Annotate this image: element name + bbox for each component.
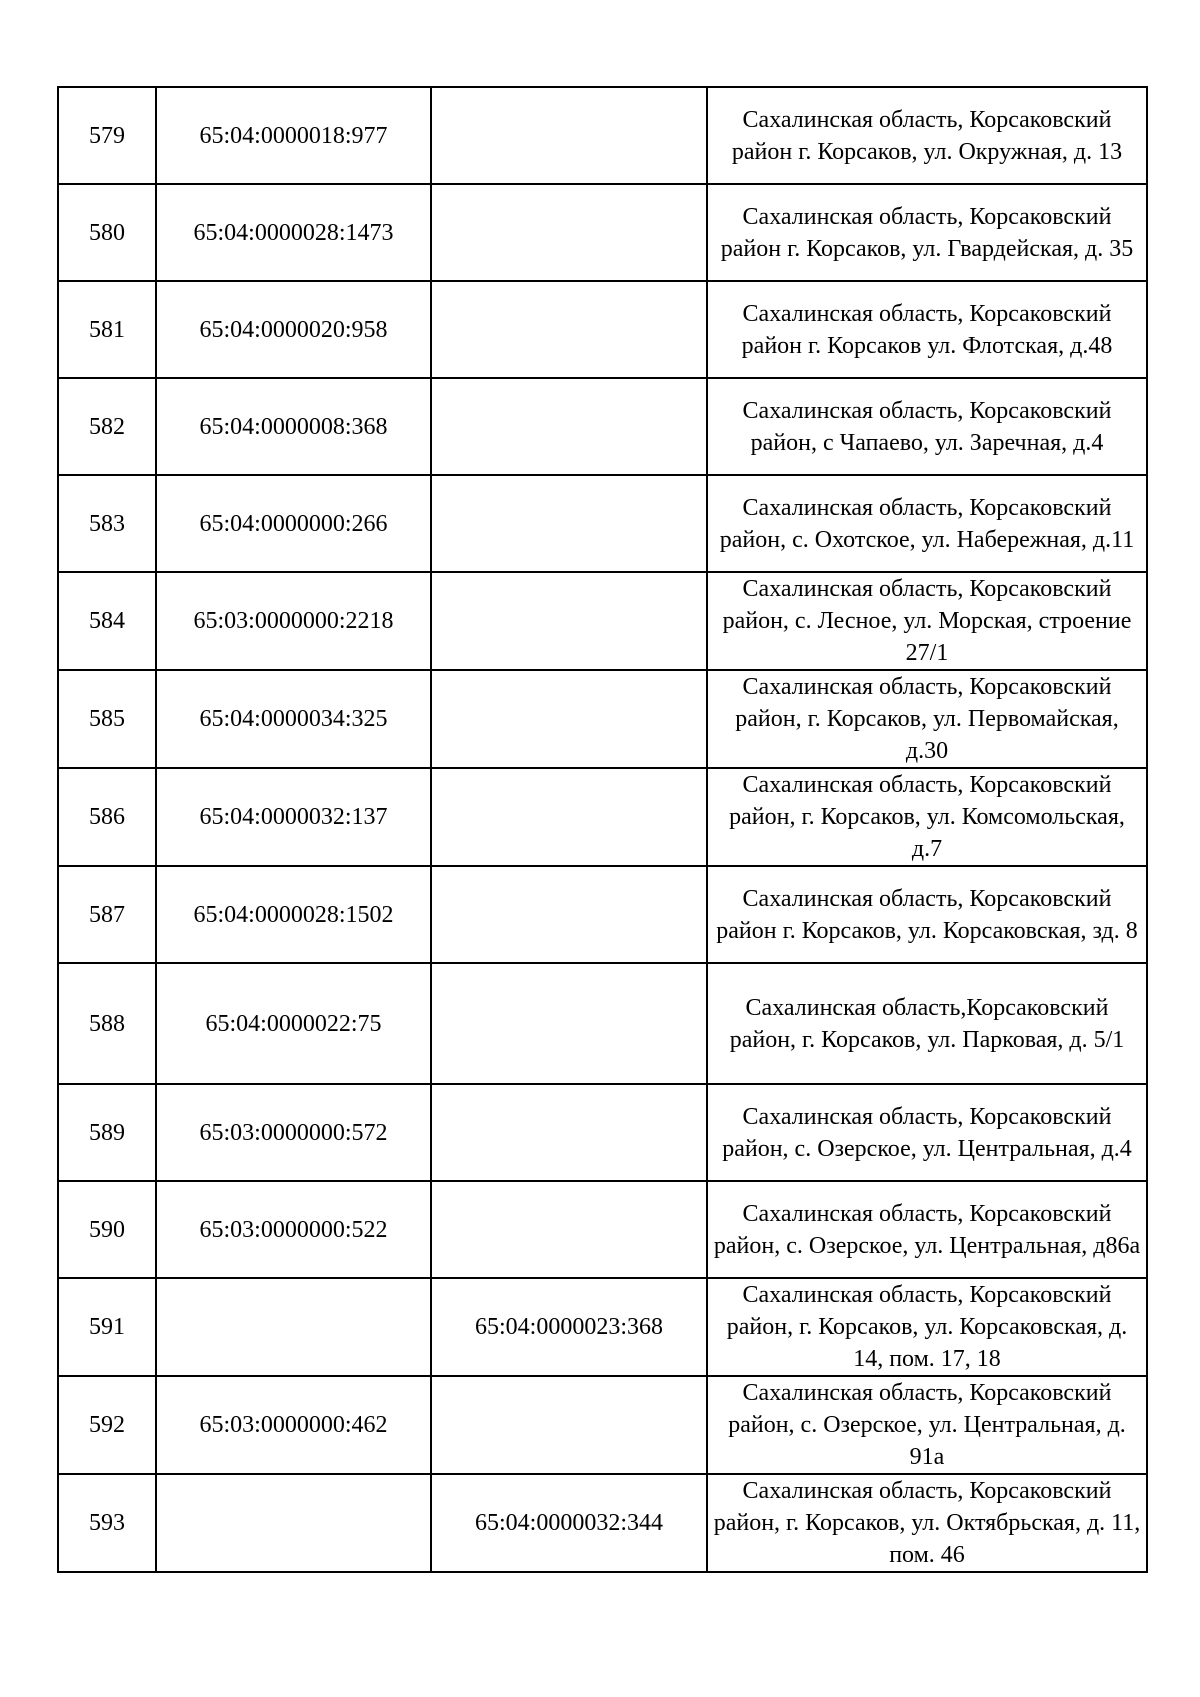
table-row [58,1376,1147,1474]
address-cell: Сахалинская область, Корсаковский район, с. Озерское, ул. Центральная, д.4 [707,1084,1147,1181]
table-row [58,475,1147,572]
land-cadastral-cell: 65:04:0000034:325 [156,670,431,768]
table-row [58,184,1147,281]
building-cadastral-cell [431,475,707,572]
table-row [58,1181,1147,1278]
land-cadastral-cell: 65:04:0000008:368 [156,378,431,475]
building-cadastral-cell: 65:04:0000032:344 [431,1474,707,1572]
address-cell: Сахалинская область, Корсаковский район, с. Озерское, ул. Центральная, д86а [707,1181,1147,1278]
table-row [58,1278,1147,1376]
land-cadastral-cell: 65:04:0000032:137 [156,768,431,866]
table-row [58,1084,1147,1181]
land-cadastral-cell: 65:04:0000020:958 [156,281,431,378]
building-cadastral-cell [431,87,707,184]
table-row [58,87,1147,184]
table-row [58,963,1147,1084]
table-row [58,281,1147,378]
building-cadastral-cell [431,1181,707,1278]
building-cadastral-cell [431,1084,707,1181]
registry-table [57,86,1148,1573]
row-number-cell: 585 [58,670,156,768]
address-cell: Сахалинская область, Корсаковский район, г. Корсаков, ул. Комсомольская, д.7 [707,768,1147,866]
building-cadastral-cell [431,768,707,866]
address-cell: Сахалинская область, Корсаковский район, с. Озерское, ул. Центральная, д. 91а [707,1376,1147,1474]
building-cadastral-cell [431,866,707,963]
row-number-cell: 587 [58,866,156,963]
table-row [58,1474,1147,1572]
building-cadastral-cell [431,963,707,1084]
land-cadastral-cell: 65:04:0000018:977 [156,87,431,184]
address-cell: Сахалинская область, Корсаковский район, г. Корсаков, ул. Корсаковская, д. 14, пом. 17, 18 [707,1278,1147,1376]
address-cell: Сахалинская область,Корсаковский район, г. Корсаков, ул. Парковая, д. 5/1 [707,963,1147,1084]
row-number-cell: 580 [58,184,156,281]
table-row [58,572,1147,670]
address-cell: Сахалинская область, Корсаковский район г. Корсаков, ул. Окружная, д. 13 [707,87,1147,184]
building-cadastral-cell [431,378,707,475]
building-cadastral-cell: 65:04:0000023:368 [431,1278,707,1376]
building-cadastral-cell [431,281,707,378]
land-cadastral-cell [156,1474,431,1572]
building-cadastral-cell [431,670,707,768]
table-row [58,866,1147,963]
land-cadastral-cell: 65:04:0000028:1502 [156,866,431,963]
land-cadastral-cell [156,1278,431,1376]
land-cadastral-cell: 65:03:0000000:522 [156,1181,431,1278]
table-row [58,670,1147,768]
row-number-cell: 588 [58,963,156,1084]
row-number-cell: 582 [58,378,156,475]
land-cadastral-cell: 65:03:0000000:2218 [156,572,431,670]
row-number-cell: 592 [58,1376,156,1474]
table-row [58,768,1147,866]
row-number-cell: 590 [58,1181,156,1278]
table-row [58,378,1147,475]
row-number-cell: 584 [58,572,156,670]
land-cadastral-cell: 65:04:0000028:1473 [156,184,431,281]
row-number-cell: 579 [58,87,156,184]
row-number-cell: 591 [58,1278,156,1376]
row-number-cell: 589 [58,1084,156,1181]
address-cell: Сахалинская область, Корсаковский район, г. Корсаков, ул. Первомайская, д.30 [707,670,1147,768]
land-cadastral-cell: 65:03:0000000:572 [156,1084,431,1181]
address-cell: Сахалинская область, Корсаковский район г. Корсаков, ул. Корсаковская, зд. 8 [707,866,1147,963]
building-cadastral-cell [431,1376,707,1474]
address-cell: Сахалинская область, Корсаковский район, г. Корсаков, ул. Октябрьская, д. 11, пом. 46 [707,1474,1147,1572]
building-cadastral-cell [431,572,707,670]
address-cell: Сахалинская область, Корсаковский район, с. Охотское, ул. Набережная, д.11 [707,475,1147,572]
registry-table-body [58,87,1147,1572]
address-cell: Сахалинская область, Корсаковский район г. Корсаков ул. Флотская, д.48 [707,281,1147,378]
land-cadastral-cell: 65:04:0000022:75 [156,963,431,1084]
row-number-cell: 586 [58,768,156,866]
address-cell: Сахалинская область, Корсаковский район, с Чапаево, ул. Заречная, д.4 [707,378,1147,475]
land-cadastral-cell: 65:04:0000000:266 [156,475,431,572]
address-cell: Сахалинская область, Корсаковский район, с. Лесное, ул. Морская, строение 27/1 [707,572,1147,670]
building-cadastral-cell [431,184,707,281]
row-number-cell: 583 [58,475,156,572]
address-cell: Сахалинская область, Корсаковский район г. Корсаков, ул. Гвардейская, д. 35 [707,184,1147,281]
row-number-cell: 581 [58,281,156,378]
land-cadastral-cell: 65:03:0000000:462 [156,1376,431,1474]
row-number-cell: 593 [58,1474,156,1572]
